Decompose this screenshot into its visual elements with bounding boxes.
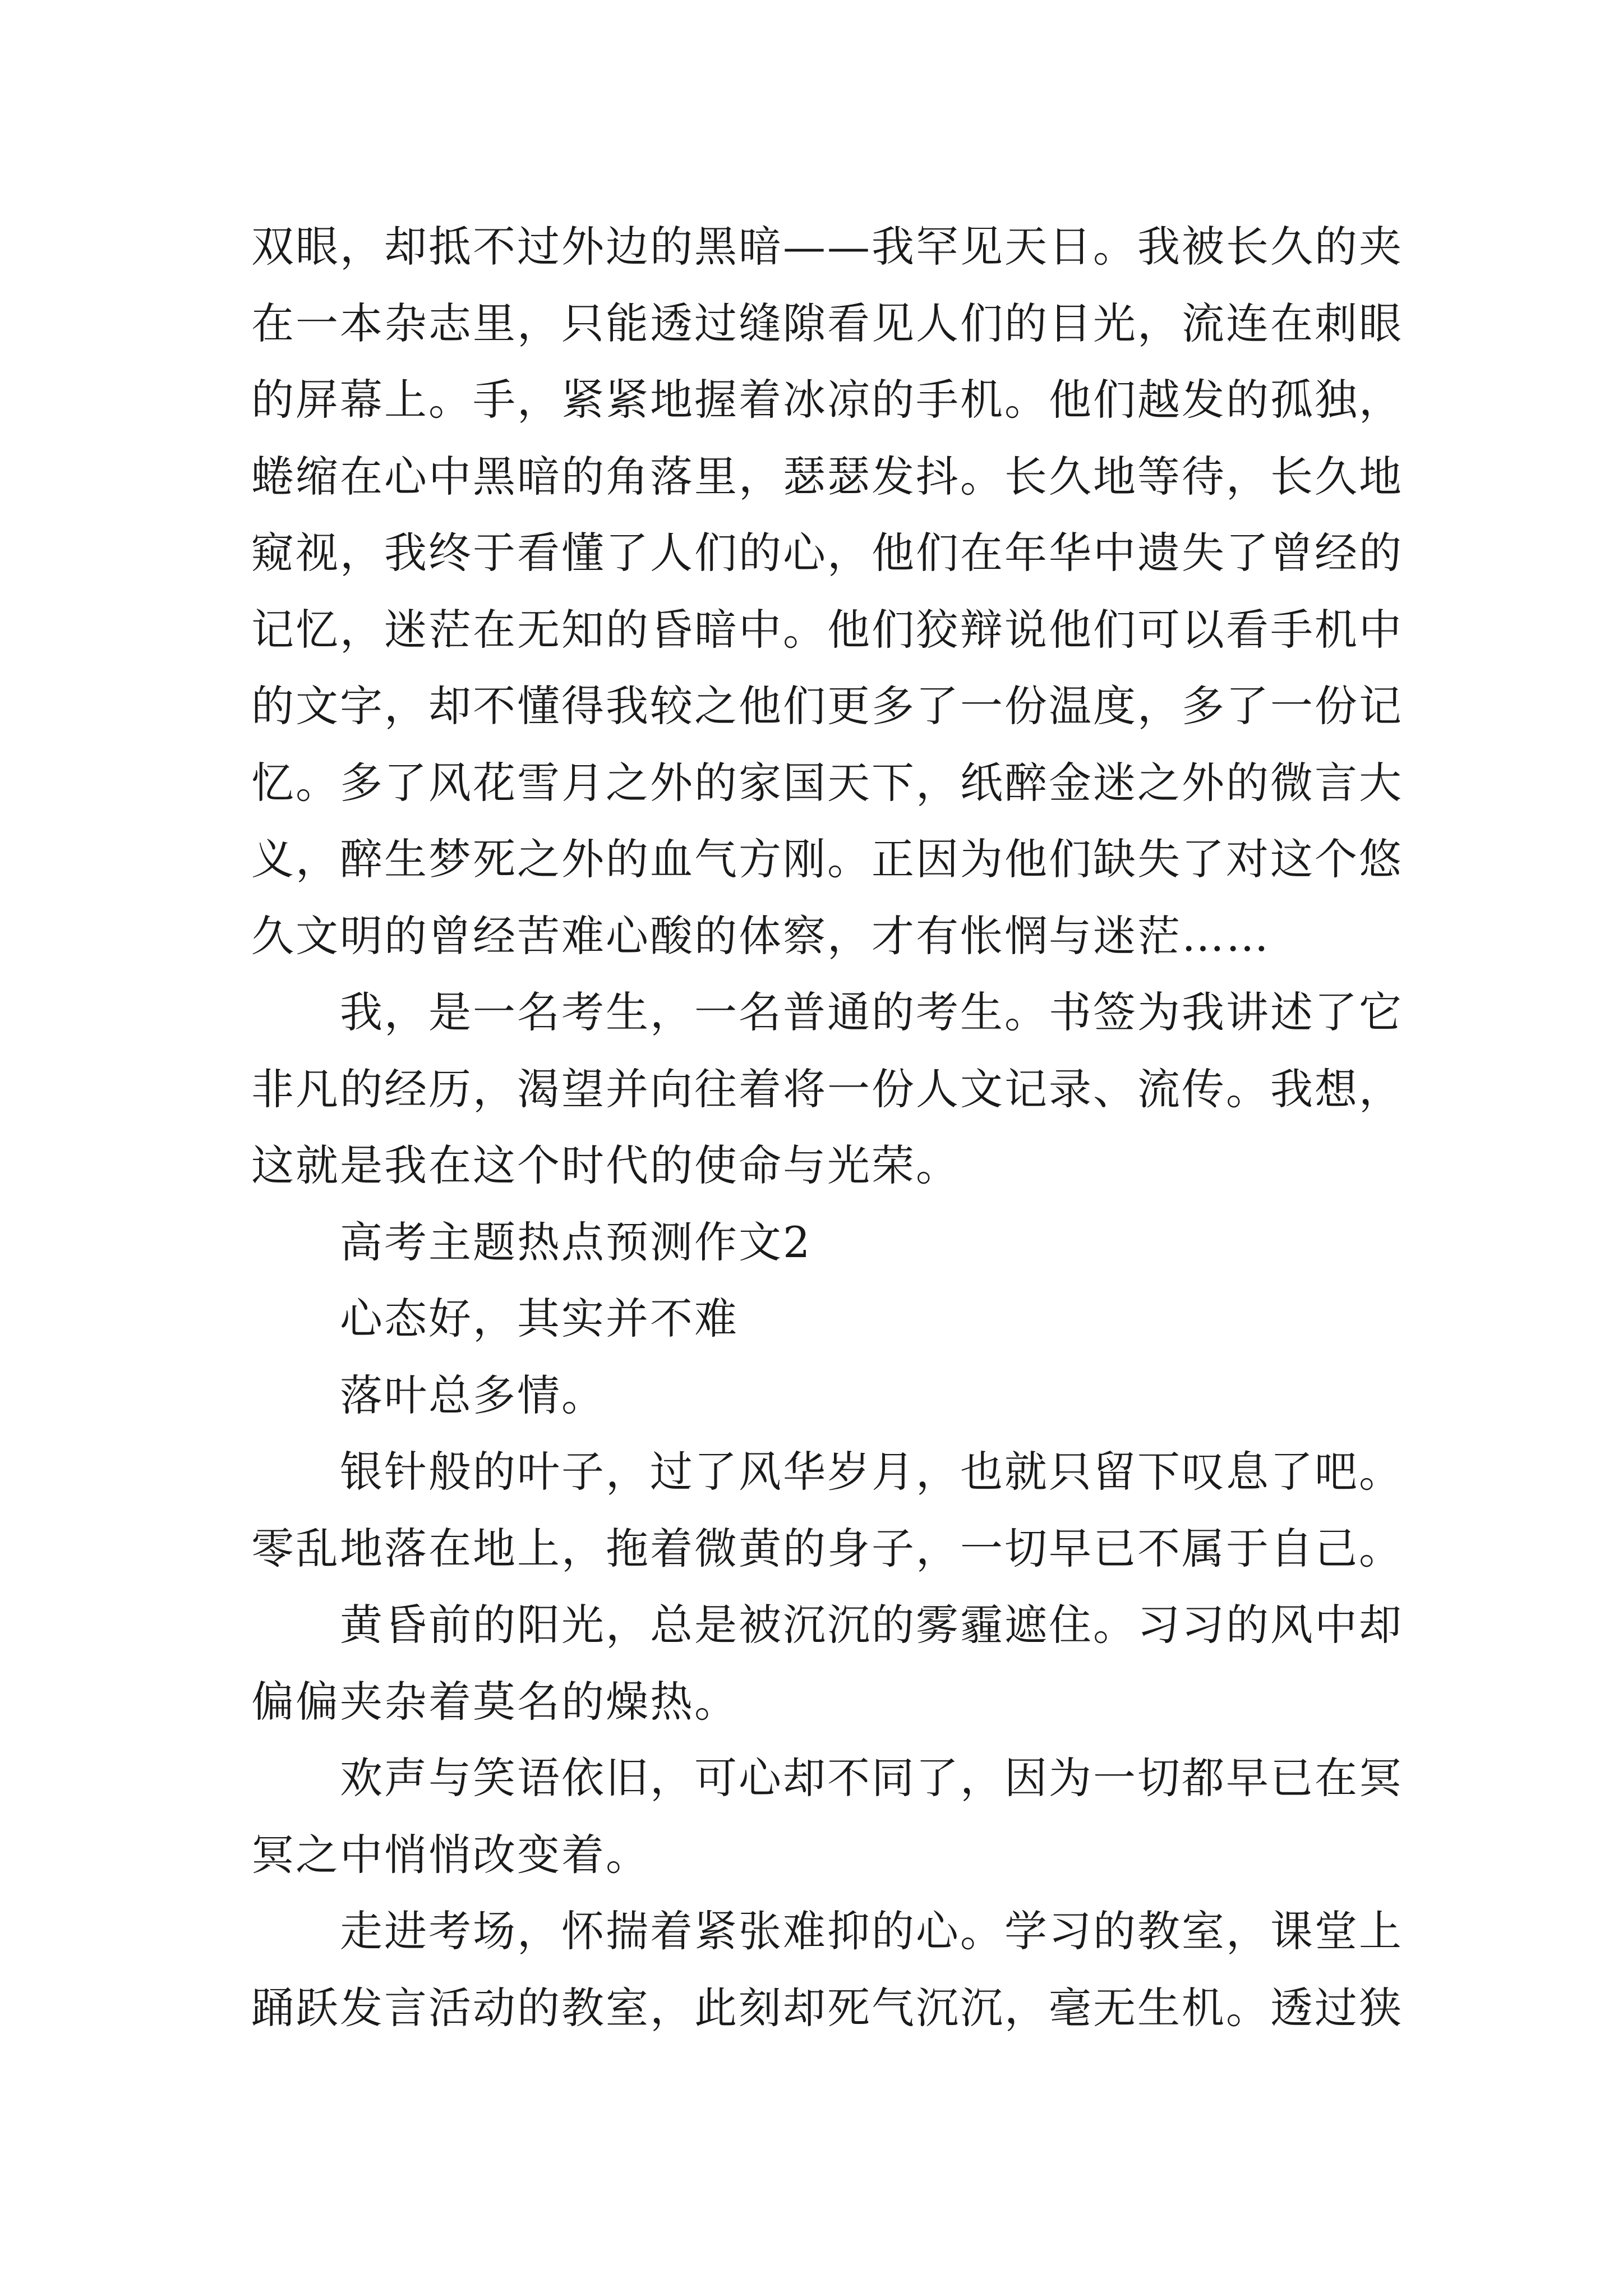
text-line: 双眼，却抵不过外边的黑暗——我罕见天日。我被长久的夹: [251, 222, 1403, 272]
paragraph-5: [251, 1358, 1401, 1434]
text-line: 偏偏夹杂着莫名的燥热。: [251, 1676, 739, 1727]
text-line: 零乱地落在地上，拖着微黄的身子，一切早已不属于自己。: [251, 1523, 1403, 1573]
text-line: 的屏幕上。手，紧紧地握着冰凉的手机。他们越发的孤独，: [251, 375, 1403, 425]
text-line: 记忆，迷茫在无知的昏暗中。他们狡辩说他们可以看手机中: [251, 604, 1403, 655]
text-line: 非凡的经历，渴望并向往着将一份人文记录、流传。我想，: [251, 1064, 1403, 1114]
paragraph-9: [251, 1893, 1401, 2046]
text-line: 踊跃发言活动的教室，此刻却死气沉沉，毫无生机。透过狭: [251, 1982, 1403, 2033]
text-line: 落叶总多情。: [340, 1370, 606, 1420]
text-line: 这就是我在这个时代的使命与光荣。: [251, 1140, 960, 1190]
text-line: 高考主题热点预测作文2: [340, 1217, 812, 1267]
document-page: [251, 209, 1401, 2046]
paragraph-6: [251, 1434, 1401, 1587]
text-line: 的文字，却不懂得我较之他们更多了一份温度，多了一份记: [251, 681, 1403, 731]
text-line: 久文明的曾经苦难心酸的体察，才有怅惘与迷茫……: [251, 910, 1270, 961]
text-line: 忆。多了风花雪月之外的家国天下，纸醉金迷之外的微言大: [251, 757, 1403, 808]
text-line: 欢声与笑语依旧，可心却不同了，因为一切都早已在冥: [340, 1753, 1403, 1803]
paragraph-8: [251, 1740, 1401, 1893]
text-line: 银针般的叶子，过了风华岁月，也就只留下叹息了吧。: [340, 1447, 1403, 1497]
text-line: 走进考场，怀揣着紧张难抑的心。学习的教室，课堂上: [340, 1906, 1403, 1956]
paragraph-1: [251, 209, 1401, 974]
text-line: 我，是一名考生，一名普通的考生。书签为我讲述了它: [340, 987, 1403, 1037]
text-line: 冥之中悄悄改变着。: [251, 1829, 650, 1880]
paragraph-2: [251, 974, 1401, 1204]
text-line: 心态好，其实并不难: [340, 1294, 739, 1343]
text-line: 蜷缩在心中黑暗的角落里，瑟瑟发抖。长久地等待，长久地: [251, 451, 1403, 501]
essay-subtitle: [251, 1281, 1401, 1358]
text-line: 黄昏前的阳光，总是被沉沉的雾霾遮住。习习的风中却: [340, 1600, 1403, 1650]
text-line: 在一本杂志里，只能透过缝隙看见人们的目光，流连在刺眼: [251, 298, 1403, 348]
text-line: 义，醉生梦死之外的血气方刚。正因为他们缺失了对这个悠: [251, 834, 1403, 884]
text-line: 窥视，我终于看懂了人们的心，他们在年华中遗失了曾经的: [251, 528, 1403, 578]
paragraph-7: [251, 1587, 1401, 1740]
essay-title: [251, 1204, 1401, 1281]
